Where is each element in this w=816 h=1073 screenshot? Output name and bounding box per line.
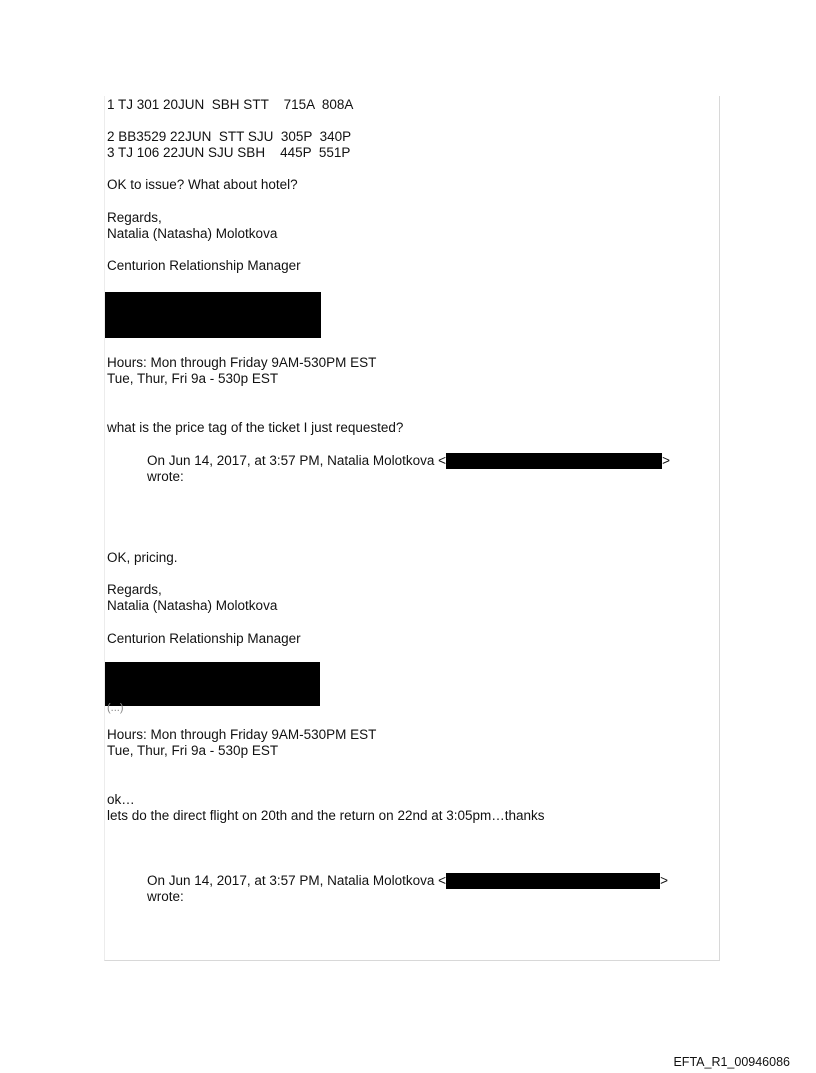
signature-name: Natalia (Natasha) Molotkova [107,226,278,241]
signature-regards: Regards, [107,210,162,225]
bates-number: EFTA_R1_00946086 [673,1055,790,1069]
quote-header-2-line2: wrote: [147,889,184,904]
signature2-title: Centurion Relationship Manager [107,631,301,646]
quote-header-1-prefix: On Jun 14, 2017, at 3:57 PM, Natalia Molotkova < [147,453,447,468]
reply-ok: ok… [107,792,135,807]
signature-title: Centurion Relationship Manager [107,258,301,273]
partial-text: (...) [107,702,124,714]
redaction-email [446,873,660,889]
pricing-text: OK, pricing. [107,550,178,565]
quote-header-2-suffix: > [660,873,668,888]
quote-header-1-suffix: > [662,453,670,468]
itinerary-line-2: 2 BB3529 22JUN STT SJU 305P 340P [107,129,352,144]
reply-direct-flight: lets do the direct flight on 20th and the return on 22nd at 3:05pm…thanks [107,808,545,823]
quote-header-1-line2: wrote: [147,469,184,484]
redaction-block [105,292,321,338]
price-question: what is the price tag of the ticket I just requested? [107,420,404,435]
signature2-name: Natalia (Natasha) Molotkova [107,598,278,613]
issue-question: OK to issue? What about hotel? [107,177,298,192]
redaction-email [446,453,662,469]
quote-header-2-line1 [147,873,668,889]
itinerary-line-1: 1 TJ 301 20JUN SBH STT 715A 808A [107,97,354,112]
hours-line-2: Tue, Thur, Fri 9a - 530p EST [107,371,279,386]
signature2-regards: Regards, [107,582,162,597]
hours2-line-2: Tue, Thur, Fri 9a - 530p EST [107,743,279,758]
itinerary-line-3: 3 TJ 106 22JUN SJU SBH 445P 551P [107,145,351,160]
hours-line-1: Hours: Mon through Friday 9AM-530PM EST [107,355,377,370]
quote-header-2-prefix: On Jun 14, 2017, at 3:57 PM, Natalia Molotkova < [147,873,447,888]
quote-header-1-line1 [147,453,670,469]
redaction-block [105,662,320,706]
hours2-line-1: Hours: Mon through Friday 9AM-530PM EST [107,727,377,742]
